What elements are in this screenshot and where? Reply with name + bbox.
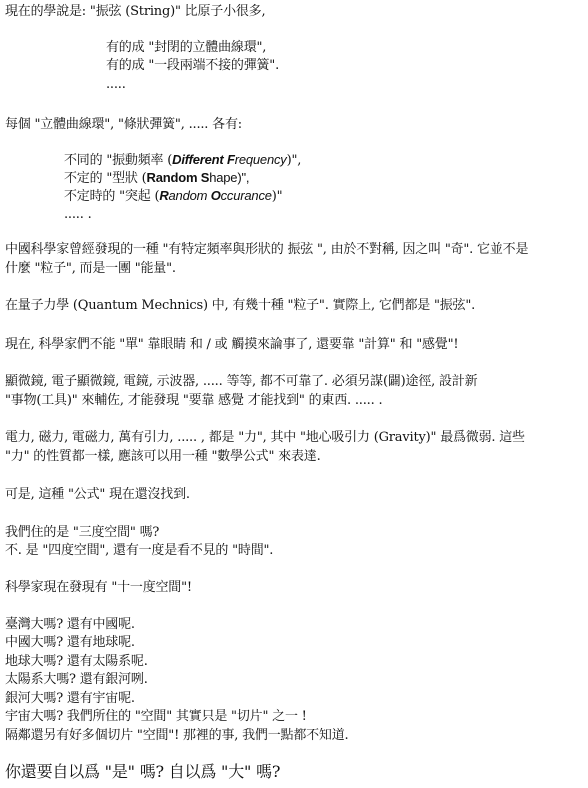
text-line: ..... . xyxy=(64,207,92,222)
text-line: 顯微鏡, 電子顯微鏡, 電鏡, 示波器, ..... 等等, 都不可靠了. 必須另謀(闢)途徑, 設計新 xyxy=(5,374,478,389)
emphasis-text: O xyxy=(210,188,221,203)
italic-text: ccurance xyxy=(220,188,272,203)
text-line: 可是, 這種 "公式" 現在還沒找到. xyxy=(5,487,190,502)
text-line: 中國科學家曾經發現的一種 "有特定頻率與形狀的 振弦 ", 由於不對稱, 因之叫 "奇". 它並不是 xyxy=(5,242,529,257)
text-line xyxy=(64,188,282,205)
text-line: 科學家現在發現有 "十一度空間"! xyxy=(5,580,192,595)
text-line: ..... xyxy=(106,77,126,92)
text-line: 臺灣大嗎? 還有中國呢. xyxy=(5,617,135,632)
text-line: 我們住的是 "三度空間" 嗎? xyxy=(5,525,160,540)
text-line: 中國大嗎? 還有地球呢. xyxy=(5,635,135,650)
text-line: 宇宙大嗎? 我們所住的 "空間" 其實只是 "切片" 之一 ! xyxy=(5,709,307,724)
text-line: 現在的學說是: "振弦 (String)" 比原子小很多, xyxy=(5,4,266,19)
text-line: 每個 "立體曲線環", "條狀彈簧", ..... 各有: xyxy=(5,117,242,132)
text-line: 在量子力學 (Quantum Mechnics) 中, 有幾十種 "粒子". 實際上, 它們都是 "振弦". xyxy=(5,298,476,313)
text-line: 地球大嗎? 還有太陽系呢. xyxy=(5,654,148,669)
text-line: "力" 的性質都一樣, 應該可以用一種 "數學公式" 來表達. xyxy=(5,449,321,464)
text-span: 不定時的 "突起 ( xyxy=(64,189,160,204)
text-line: 不. 是 "四度空間", 還有一度是看不見的 "時間". xyxy=(5,543,274,558)
text-line: "事物(工具)" 來輔佐, 才能發現 "要靠 感覺 才能找到" 的東西. ..... . xyxy=(5,393,383,408)
text-line: 銀河大嗎? 還有宇宙呢. xyxy=(5,691,135,706)
text-span: 不同的 "振動頻率 ( xyxy=(64,153,173,168)
text-line: 現在, 科學家們不能 "單" 靠眼睛 和 / 或 觸摸來論事了, 還要靠 "計算" 和 "感覺"! xyxy=(5,337,459,352)
text-line: 什麼 "粒子", 而是一團 "能量". xyxy=(5,261,176,276)
text-span: hape)", xyxy=(209,170,250,185)
text-line: 太陽系大嗎? 還有銀河咧. xyxy=(5,672,148,687)
text-line xyxy=(64,152,301,169)
closing-question: 你還要自以爲 "是" 嗎? 自以爲 "大" 嗎? xyxy=(5,762,281,781)
text-span: 不定的 "型狀 ( xyxy=(64,171,147,186)
bold-text: Random S xyxy=(146,170,210,185)
text-span: )", xyxy=(286,153,302,168)
italic-text: andom xyxy=(168,188,211,203)
text-line: 有的成 "一段兩端不接的彈簧". xyxy=(106,58,280,73)
text-line: 隔鄰還另有好多個切片 "空間"! 那裡的事, 我們一點都不知道. xyxy=(5,728,349,743)
text-line: 有的成 "封閉的立體曲線環", xyxy=(106,40,267,55)
italic-text: requency xyxy=(234,152,287,167)
text-line xyxy=(64,170,249,187)
emphasis-text: R xyxy=(159,188,169,203)
text-line: 電力, 磁力, 電磁力, 萬有引力, ..... , 都是 "力", 其中 "地心吸引力 (Gravity)" 最爲微弱. 這些 xyxy=(5,430,525,445)
emphasis-text: Different F xyxy=(172,152,235,167)
text-span: )" xyxy=(271,189,283,204)
